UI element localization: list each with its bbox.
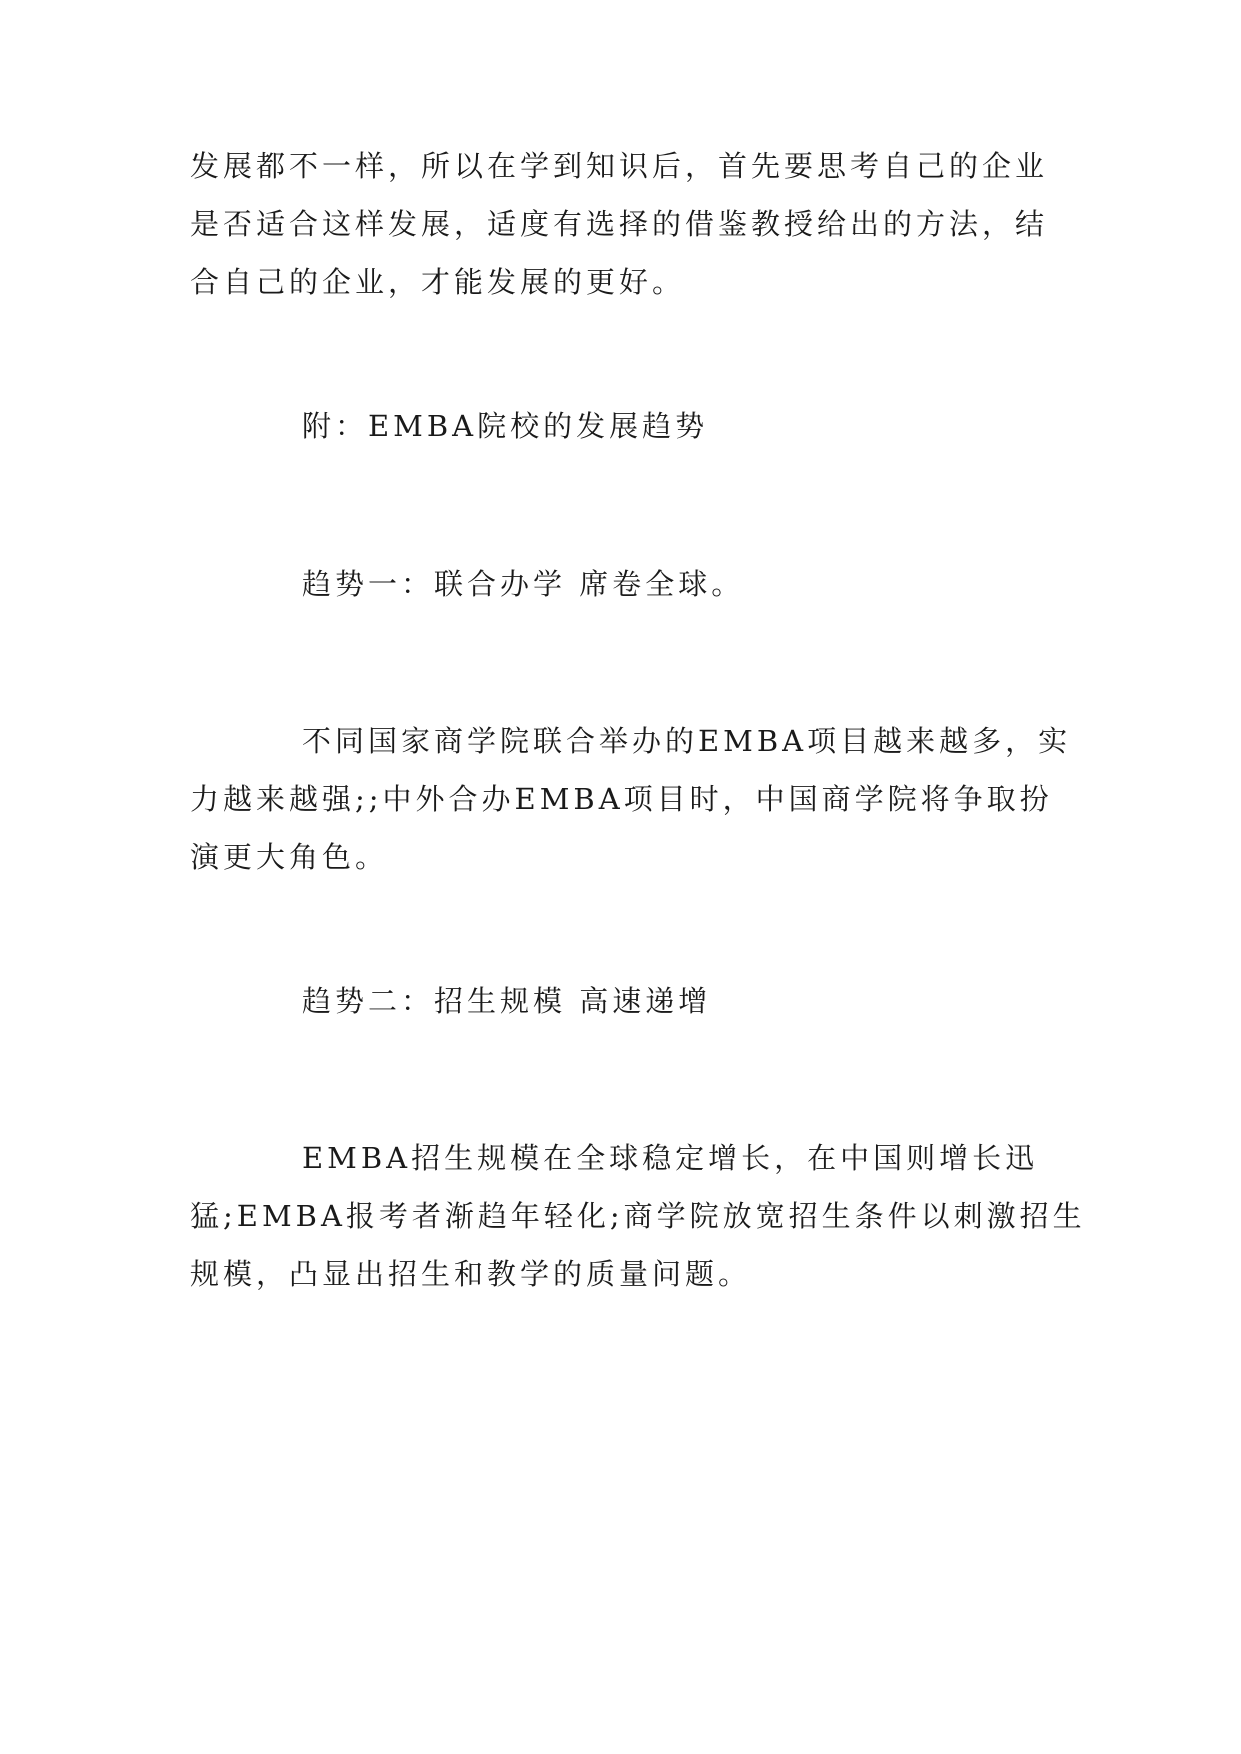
trend-2-heading-text: 趋势二：招生规模 高速递增 [302,984,712,1018]
trend-1-heading [302,555,1162,613]
paragraph-line: 发展都不一样，所以在学到知识后，首先要思考自己的企业 [190,149,1049,183]
paragraph-line: EMBA招生规模在全球稳定增长，在中国则增长迅 [302,1141,1039,1175]
appendix-heading-text: 附：EMBA院校的发展趋势 [302,409,709,443]
appendix-heading [302,397,1162,455]
paragraph-line: 演更大角色。 [190,840,389,874]
paragraph-line: 是否适合这样发展，适度有选择的借鉴教授给出的方法，结 [190,207,1049,241]
paragraph-line: 规模，凸显出招生和教学的质量问题。 [190,1257,752,1291]
trend-2-heading [302,972,1162,1030]
paragraph-trend-2 [190,1129,1086,1303]
paragraph-line: 力越来越强;;中外合办EMBA项目时，中国商学院将争取扮 [190,782,1053,816]
paragraph-trend-1 [190,712,1072,886]
paragraph-continuation [190,137,1050,311]
paragraph-line: 合自己的企业，才能发展的更好。 [190,265,686,299]
paragraph-line: 猛;EMBA报考者渐趋年轻化;商学院放宽招生条件以刺激招生 [190,1199,1086,1233]
trend-1-heading-text: 趋势一：联合办学 席卷全球。 [302,567,745,601]
paragraph-line: 不同国家商学院联合举办的EMBA项目越来越多，实 [302,724,1072,758]
